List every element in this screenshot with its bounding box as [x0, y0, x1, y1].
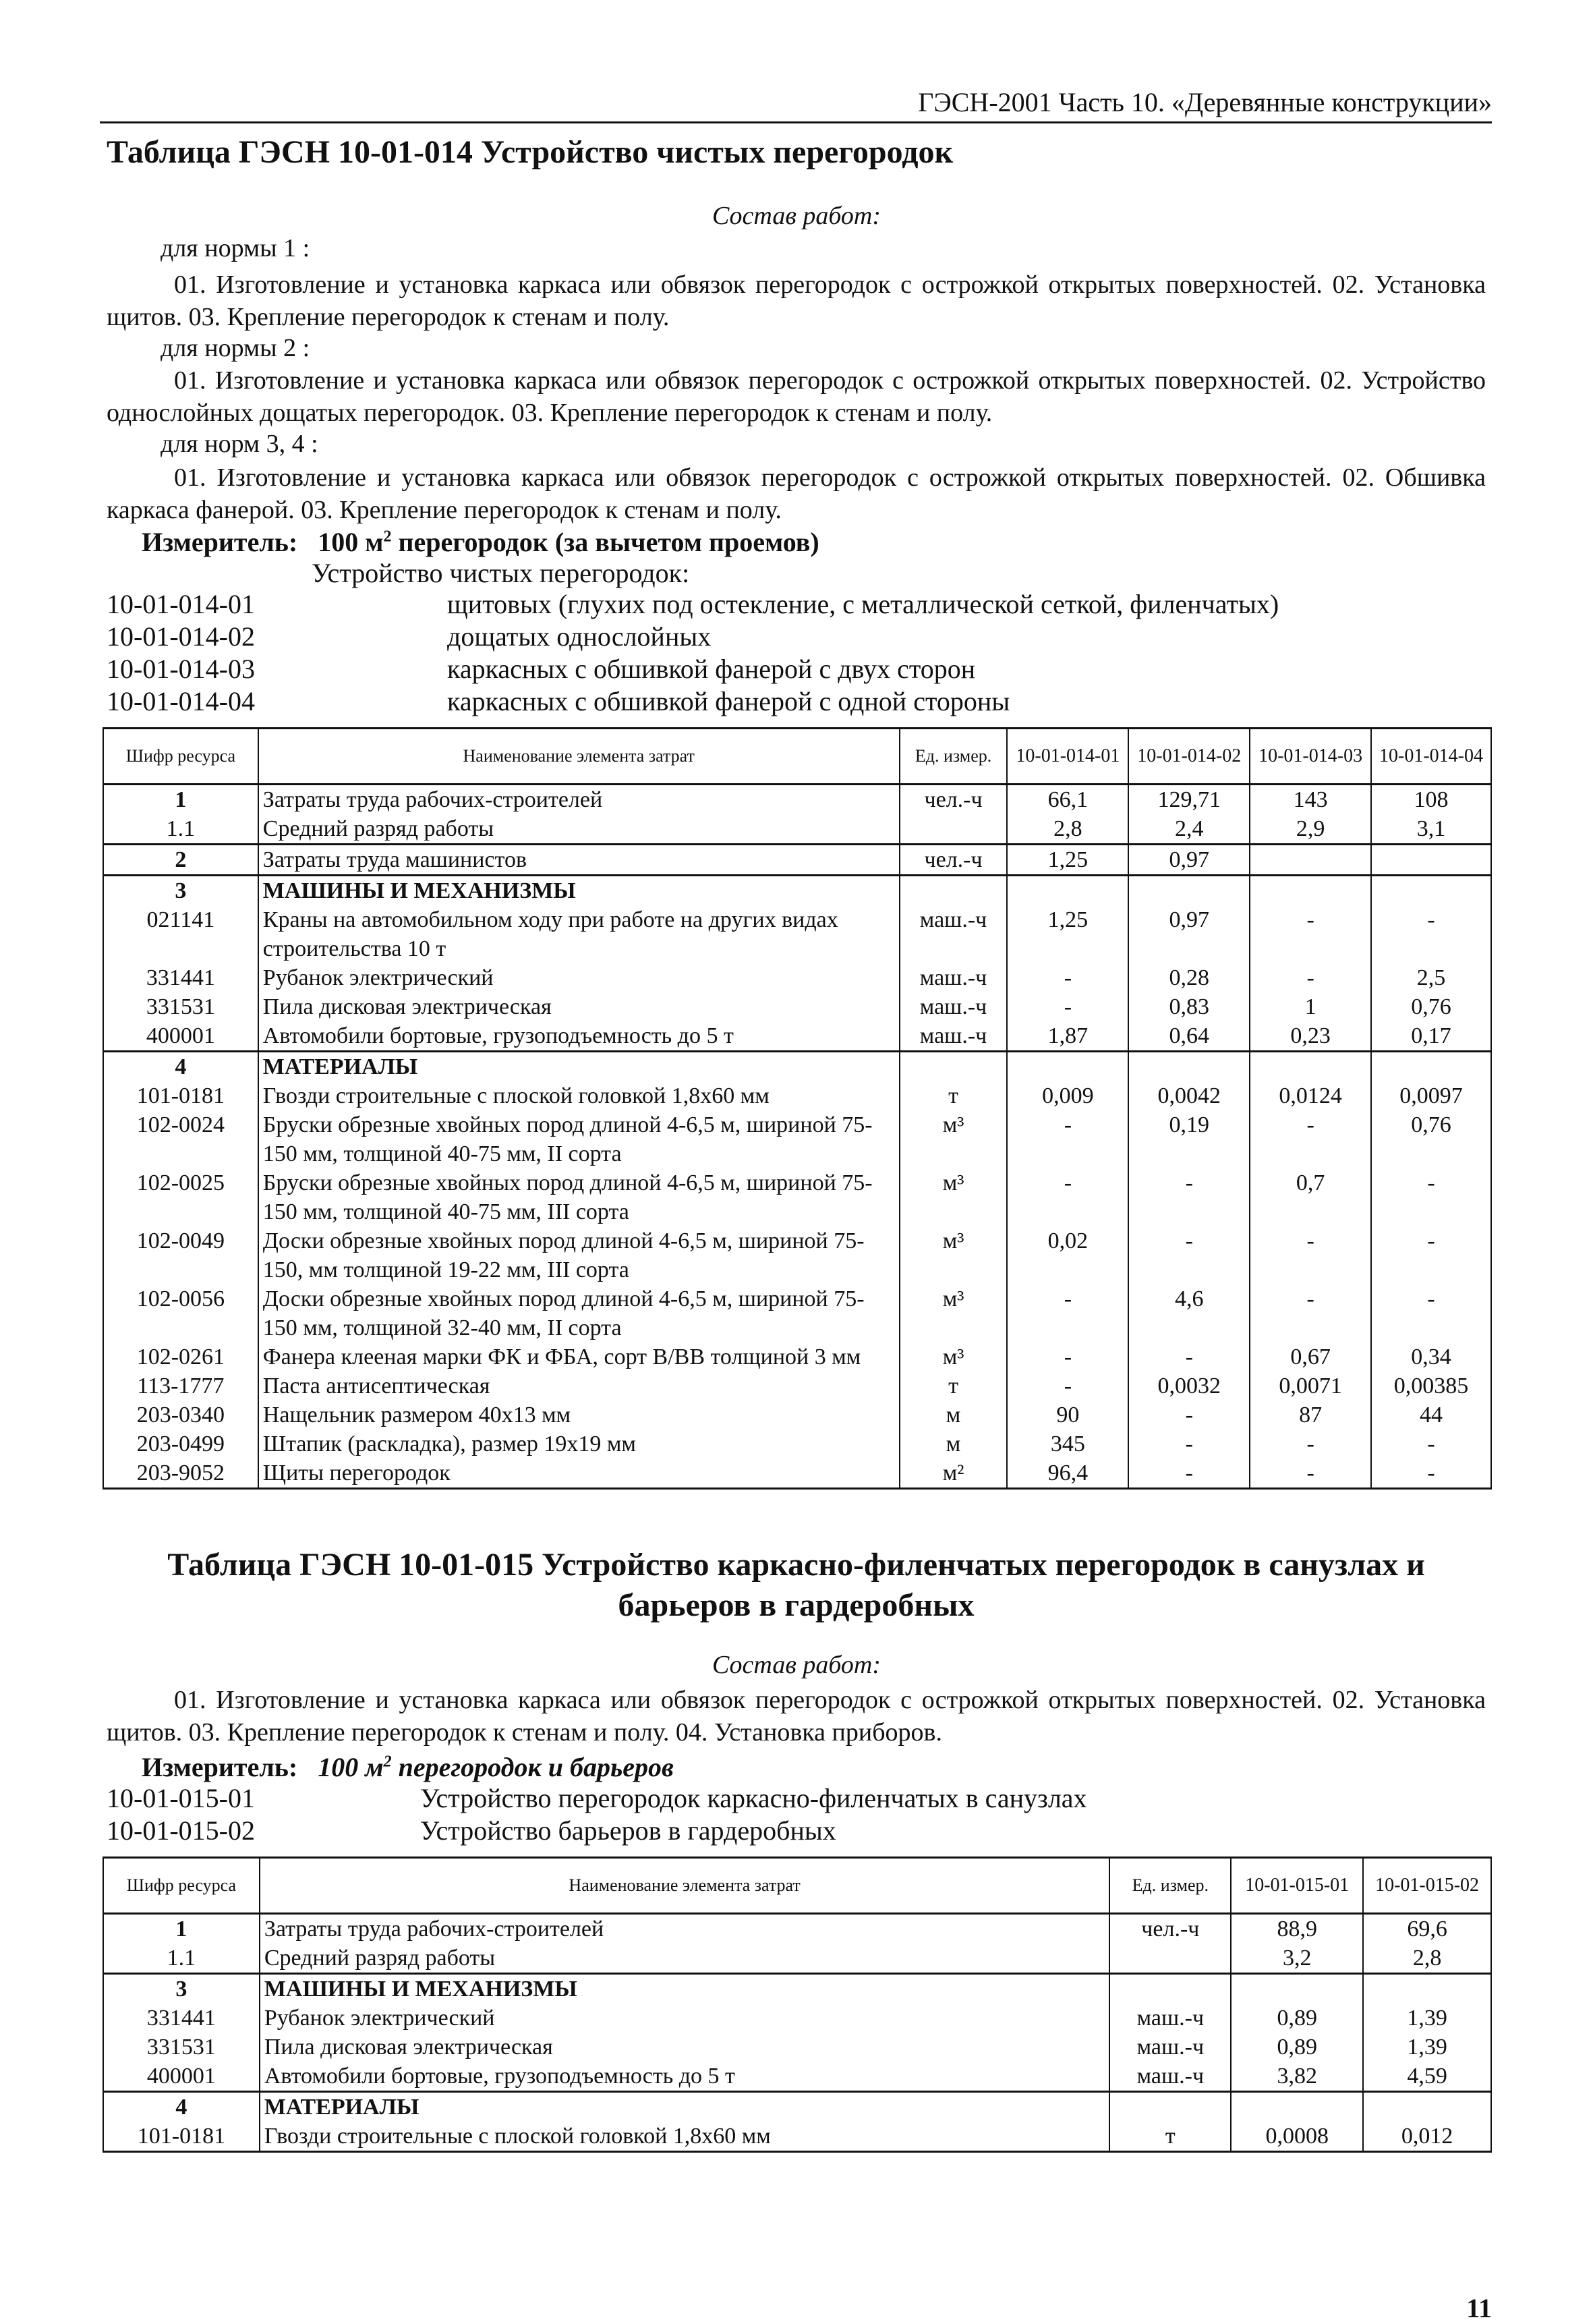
norm2-label: для нормы 2 : [161, 334, 310, 362]
cost-element-name: Штапик (раскладка), размер 19x19 мм [258, 1429, 900, 1458]
cost-element-name: Нащельник размером 40x13 мм [258, 1400, 900, 1429]
norm-value: 0,0071 [1250, 1371, 1371, 1400]
table-row [103, 1284, 1491, 1342]
norm-value: 0,89 [1231, 2033, 1363, 2062]
cost-element-name: МАШИНЫ И МЕХАНИЗМЫ [260, 1974, 1110, 2004]
norm-value: 0,19 [1128, 1110, 1250, 1168]
norm-value: 0,67 [1250, 1342, 1371, 1371]
unit [900, 876, 1008, 906]
norm-value: 44 [1371, 1400, 1491, 1429]
norm-value [1363, 1974, 1491, 2004]
norm-value [1371, 1052, 1491, 1082]
norm-description: каркасных с обшивкой фанерой с одной стороны [447, 686, 1010, 716]
unit: маш.-ч [900, 1021, 1008, 1052]
cost-element-name: Гвозди строительные с плоской головкой 1,8x60 мм [260, 2122, 1110, 2152]
norm-value: 0,34 [1371, 1342, 1491, 1371]
norm-value [1250, 876, 1371, 906]
norm-code: 10-01-015-01 [107, 1783, 255, 1813]
norm-value: 0,17 [1371, 1021, 1491, 1052]
norm-code: 10-01-015-02 [107, 1815, 255, 1846]
norm-value: - [1371, 905, 1491, 963]
table-row [103, 2092, 1491, 2122]
norm-value: - [1250, 905, 1371, 963]
norm-value [1231, 2092, 1363, 2122]
norm-value: 0,76 [1371, 992, 1491, 1021]
table1-code-line [107, 685, 1010, 717]
measure-label-2: Измеритель: [142, 1752, 298, 1782]
norm-value: - [1128, 1342, 1250, 1371]
unit: маш.-ч [900, 963, 1008, 992]
cost-element-name: Автомобили бортовые, грузоподъемность до 5 т [260, 2062, 1110, 2092]
norm-value: 0,97 [1128, 845, 1250, 876]
norm-value: 96,4 [1007, 1458, 1128, 1489]
unit: т [900, 1371, 1008, 1400]
resource-code: 203-9052 [103, 1458, 258, 1489]
unit: маш.-ч [1109, 2033, 1231, 2062]
table-row [103, 1400, 1491, 1429]
table-row [103, 2062, 1491, 2092]
norm-value: 1,25 [1007, 845, 1128, 876]
norm-value: - [1007, 1168, 1128, 1226]
norm-value: 2,4 [1128, 814, 1250, 845]
norm-value: 129,71 [1128, 785, 1250, 815]
norm34-label: для норм 3, 4 : [161, 430, 318, 458]
resource-code: 400001 [103, 2062, 260, 2092]
table-row [103, 814, 1491, 845]
unit [900, 1052, 1008, 1082]
norm-value: 87 [1250, 1400, 1371, 1429]
norm-description: дощатых однослойных [447, 621, 712, 652]
norm-value: 1,39 [1363, 2033, 1491, 2062]
resource-code: 331531 [103, 992, 258, 1021]
norm-value: - [1371, 1168, 1491, 1226]
norm-value: 3,82 [1231, 2062, 1363, 2092]
table2-composition-text: 01. Изготовление и установка каркаса или обвязок перегородок с острожкой открытых поверхностей. 02. Установка щитов. 03. Крепление перегородок к стенам и полу. 04. Установка приборов. [107, 1686, 1486, 1747]
table1-measure [142, 526, 819, 558]
resource-code: 021141 [103, 905, 258, 963]
norm-value [1128, 876, 1250, 906]
cost-element-name: Гвозди строительные с плоской головкой 1,8x60 мм [258, 1081, 900, 1110]
norm-value: 1,25 [1007, 905, 1128, 963]
norm34-text: 01. Изготовление и установка каркаса или обвязок перегородок с острожкой открытых поверхностей. 02. Обшивка каркаса фанерой. 03. Крепление перегородок к стенам и полу. [107, 463, 1486, 524]
norm-code: 10-01-014-01 [107, 589, 255, 619]
norm-description: Устройство перегородок каркасно-филенчатых в санузлах [420, 1783, 1087, 1813]
table2-code-line [107, 1782, 1087, 1814]
table-row [103, 1342, 1491, 1371]
unit: т [1109, 2122, 1231, 2152]
unit: маш.-ч [1109, 2004, 1231, 2033]
norm-value: - [1250, 1226, 1371, 1284]
column-header: 10-01-015-01 [1231, 1858, 1363, 1914]
table1-title: Таблица ГЭСН 10-01-014 Устройство чистых перегородок [107, 134, 954, 170]
norm-value [1250, 1052, 1371, 1082]
resource-code: 3 [103, 1974, 260, 2004]
cost-element-name: Затраты труда рабочих-строителей [258, 785, 900, 815]
norm-value: - [1250, 1458, 1371, 1489]
table-row [103, 2122, 1491, 2152]
norm-description: каркасных с обшивкой фанерой с двух сторон [447, 654, 976, 684]
header-rule [100, 121, 1492, 123]
norm-value: - [1371, 1284, 1491, 1342]
norm-value: 0,0097 [1371, 1081, 1491, 1110]
cost-element-name: МАШИНЫ И МЕХАНИЗМЫ [258, 876, 900, 906]
norm-value: - [1128, 1226, 1250, 1284]
norm-value: - [1250, 1284, 1371, 1342]
unit: т [900, 1081, 1008, 1110]
cost-element-name: Щиты перегородок [258, 1458, 900, 1489]
norm-value: 0,02 [1007, 1226, 1128, 1284]
cost-element-name: Рубанок электрический [260, 2004, 1110, 2033]
unit: м³ [900, 1168, 1008, 1226]
column-header: 10-01-015-02 [1363, 1858, 1491, 1914]
cost-element-name: Пила дисковая электрическая [260, 2033, 1110, 2062]
resource-code: 331531 [103, 2033, 260, 2062]
resource-code: 400001 [103, 1021, 258, 1052]
norm-value: 4,59 [1363, 2062, 1491, 2092]
norm-value: - [1371, 1429, 1491, 1458]
norm-value: - [1128, 1458, 1250, 1489]
table-row [103, 1021, 1491, 1052]
norm-value [1007, 876, 1128, 906]
norm-value: 69,6 [1363, 1914, 1491, 1944]
unit [1109, 2092, 1231, 2122]
cost-element-name: Фанера клееная марки ФК и ФБА, сорт В/ВВ толщиной 3 мм [258, 1342, 900, 1371]
norm-value: 345 [1007, 1429, 1128, 1458]
unit: чел.-ч [900, 785, 1008, 815]
unit [900, 814, 1008, 845]
norm-description: Устройство барьеров в гардеробных [420, 1815, 836, 1846]
norm2-text: 01. Изготовление и установка каркаса или обвязок перегородок с острожкой открытых поверхностей. 02. Устройство однослойных дощатых перегородок. 03. Крепление перегородок к стенам и полу. [107, 366, 1486, 427]
norm-value: 88,9 [1231, 1914, 1363, 1944]
column-header: Ед. измер. [900, 729, 1008, 785]
resource-code: 203-0499 [103, 1429, 258, 1458]
norm-code: 10-01-014-04 [107, 686, 255, 716]
measure-label: Измеритель: [142, 527, 298, 557]
table2-title-line1: Таблица ГЭСН 10-01-015 Устройство каркасно-филенчатых перегородок в санузлах и [167, 1547, 1425, 1583]
norm-value: 0,00385 [1371, 1371, 1491, 1400]
table1-code-line [107, 588, 1279, 620]
table-row [103, 1429, 1491, 1458]
norm-value: 0,0124 [1250, 1081, 1371, 1110]
table-row [103, 2004, 1491, 2033]
resource-code: 1.1 [103, 814, 258, 845]
cost-element-name: МАТЕРИАЛЫ [258, 1052, 900, 1082]
norm-value: 2,5 [1371, 963, 1491, 992]
resource-code: 203-0340 [103, 1400, 258, 1429]
column-header: 10-01-014-02 [1128, 729, 1250, 785]
table1-subhead: Устройство чистых перегородок: [312, 558, 690, 588]
unit: чел.-ч [900, 845, 1008, 876]
table-row [103, 992, 1491, 1021]
norm-value [1007, 1052, 1128, 1082]
norm-description: щитовых (глухих под остекление, с металлической сеткой, филенчатых) [447, 589, 1279, 619]
norm-value [1371, 876, 1491, 906]
table-row [103, 1458, 1491, 1489]
unit: м³ [900, 1342, 1008, 1371]
table-row [103, 963, 1491, 992]
resource-code: 331441 [103, 2004, 260, 2033]
norm-value [1250, 845, 1371, 876]
table2-resources [103, 1857, 1492, 2153]
table-row [103, 785, 1491, 815]
unit: м³ [900, 1226, 1008, 1284]
norm-value: 0,012 [1363, 2122, 1491, 2152]
norm-value: - [1007, 1110, 1128, 1168]
norm-value: - [1007, 1342, 1128, 1371]
norm-value: 0,28 [1128, 963, 1250, 992]
cost-element-name: Паста антисептическая [258, 1371, 900, 1400]
norm-value: 0,0032 [1128, 1371, 1250, 1400]
table2-measure [142, 1751, 674, 1783]
norm-value: 4,6 [1128, 1284, 1250, 1342]
cost-element-name: Средний разряд работы [258, 814, 900, 845]
resource-code: 1 [103, 1914, 260, 1944]
column-header: Наименование элемента затрат [258, 729, 900, 785]
table-row [103, 1974, 1491, 2004]
cost-element-name: Автомобили бортовые, грузоподъемность до 5 т [258, 1021, 900, 1052]
norm-value: - [1128, 1429, 1250, 1458]
norm-value: - [1250, 1429, 1371, 1458]
cost-element-name: Доски обрезные хвойных пород длиной 4-6,5 м, шириной 75-150 мм, толщиной 32-40 мм, II сорта [258, 1284, 900, 1342]
norm-value: - [1371, 1226, 1491, 1284]
norm-value: - [1007, 992, 1128, 1021]
norm-value: - [1007, 1284, 1128, 1342]
norm-value: - [1007, 963, 1128, 992]
resource-code: 101-0181 [103, 1081, 258, 1110]
norm-value: 3,1 [1371, 814, 1491, 845]
table1-composition-caption: Состав работ: [712, 202, 881, 230]
unit: чел.-ч [1109, 1914, 1231, 1944]
cost-element-name: Затраты труда машинистов [258, 845, 900, 876]
column-header: Шифр ресурса [103, 1858, 260, 1914]
resource-code: 1.1 [103, 1944, 260, 1974]
norm-value: 143 [1250, 785, 1371, 815]
norm-value: 0,64 [1128, 1021, 1250, 1052]
norm-value [1363, 2092, 1491, 2122]
table-row [103, 2033, 1491, 2062]
cost-element-name: Доски обрезные хвойных пород длиной 4-6,5 м, шириной 75-150, мм толщиной 19-22 мм, III сорта [258, 1226, 900, 1284]
table-row [103, 1052, 1491, 1082]
table2-title [107, 1545, 1486, 1626]
cost-element-name: Краны на автомобильном ходу при работе на других видах строительства 10 т [258, 905, 900, 963]
norm-code: 10-01-014-03 [107, 654, 255, 684]
column-header: Ед. измер. [1109, 1858, 1231, 1914]
column-header: 10-01-014-04 [1371, 729, 1491, 785]
table-row [103, 1168, 1491, 1226]
table-row [103, 1081, 1491, 1110]
norm-value: 0,7 [1250, 1168, 1371, 1226]
table2-composition-caption: Состав работ: [712, 1651, 881, 1679]
unit: маш.-ч [900, 992, 1008, 1021]
unit: м [900, 1400, 1008, 1429]
unit [1109, 1944, 1231, 1974]
resource-code: 1 [103, 785, 258, 815]
cost-element-name: Бруски обрезные хвойных пород длиной 4-6,5 м, шириной 75-150 мм, толщиной 40-75 мм, II сорта [258, 1110, 900, 1168]
norm-value: 0,89 [1231, 2004, 1363, 2033]
table1-code-line [107, 621, 711, 652]
norm-value: 0,23 [1250, 1021, 1371, 1052]
table-row [103, 1110, 1491, 1168]
norm-value: 0,97 [1128, 905, 1250, 963]
norm-value: - [1007, 1371, 1128, 1400]
table2-code-line [107, 1815, 836, 1846]
cost-element-name: МАТЕРИАЛЫ [260, 2092, 1110, 2122]
unit [1109, 1974, 1231, 2004]
resource-code: 101-0181 [103, 2122, 260, 2152]
cost-element-name: Средний разряд работы [260, 1944, 1110, 1974]
norm-value: 66,1 [1007, 785, 1128, 815]
unit: маш.-ч [1109, 2062, 1231, 2092]
column-header: 10-01-014-03 [1250, 729, 1371, 785]
column-header: Наименование элемента затрат [260, 1858, 1110, 1914]
measure-value-2: 100 $м^2$ перегородок и барьеров [318, 1752, 674, 1782]
norm-value: 1,87 [1007, 1021, 1128, 1052]
norm-value: - [1250, 1110, 1371, 1168]
norm-value: 0,76 [1371, 1110, 1491, 1168]
column-header: Шифр ресурса [103, 729, 258, 785]
table-row [103, 876, 1491, 906]
resource-code: 102-0056 [103, 1284, 258, 1342]
norm-value [1231, 1974, 1363, 2004]
norm-value: - [1250, 963, 1371, 992]
norm-value: - [1371, 1458, 1491, 1489]
unit: м³ [900, 1110, 1008, 1168]
cost-element-name: Затраты труда рабочих-строителей [260, 1914, 1110, 1944]
table-row [103, 905, 1491, 963]
cost-element-name: Рубанок электрический [258, 963, 900, 992]
table-row [103, 1371, 1491, 1400]
page-number: 11 [1466, 2293, 1492, 2323]
norm-value: 2,8 [1363, 1944, 1491, 1974]
resource-code: 102-0049 [103, 1226, 258, 1284]
unit: маш.-ч [900, 905, 1008, 963]
table-row [103, 1914, 1491, 1944]
table2-title-line2: барьеров в гардеробных [618, 1587, 975, 1623]
resource-code: 4 [103, 2092, 260, 2122]
resource-code: 113-1777 [103, 1371, 258, 1400]
norm-value: 0,009 [1007, 1081, 1128, 1110]
norm1-label: для нормы 1 : [161, 234, 310, 262]
norm-value: - [1128, 1400, 1250, 1429]
unit: м [900, 1429, 1008, 1458]
norm-value: 2,9 [1250, 814, 1371, 845]
norm-code: 10-01-014-02 [107, 621, 255, 652]
table-row [103, 1944, 1491, 1974]
resource-code: 2 [103, 845, 258, 876]
norm-value: 3,2 [1231, 1944, 1363, 1974]
unit: м³ [900, 1284, 1008, 1342]
norm-value: 108 [1371, 785, 1491, 815]
table-row [103, 1226, 1491, 1284]
table1-resources [103, 727, 1492, 1490]
norm-value: 1 [1250, 992, 1371, 1021]
norm-value: 2,8 [1007, 814, 1128, 845]
norm-value: 0,0042 [1128, 1081, 1250, 1110]
resource-code: 331441 [103, 963, 258, 992]
norm-value: 0,0008 [1231, 2122, 1363, 2152]
norm-value: 1,39 [1363, 2004, 1491, 2033]
norm1-text: 01. Изготовление и установка каркаса или обвязок перегородок с острожкой открытых поверхностей. 02. Установка щитов. 03. Крепление перегородок к стенам и полу. [107, 271, 1486, 331]
cost-element-name: Пила дисковая электрическая [258, 992, 900, 1021]
resource-code: 4 [103, 1052, 258, 1082]
norm-value [1128, 1052, 1250, 1082]
running-header: ГЭСН-2001 Часть 10. «Деревянные конструкции» [918, 87, 1492, 117]
cost-element-name: Бруски обрезные хвойных пород длиной 4-6,5 м, шириной 75-150 мм, толщиной 40-75 мм, III сорта [258, 1168, 900, 1226]
table1-code-line [107, 653, 975, 685]
resource-code: 102-0261 [103, 1342, 258, 1371]
resource-code: 102-0024 [103, 1110, 258, 1168]
norm-value: 0,83 [1128, 992, 1250, 1021]
norm-value: 90 [1007, 1400, 1128, 1429]
unit: м² [900, 1458, 1008, 1489]
measure-value: 100 $м^2$ перегородок (за вычетом проемов) [318, 527, 819, 557]
norm-value: - [1128, 1168, 1250, 1226]
resource-code: 3 [103, 876, 258, 906]
column-header: 10-01-014-01 [1007, 729, 1128, 785]
resource-code: 102-0025 [103, 1168, 258, 1226]
table-row [103, 845, 1491, 876]
norm-value [1371, 845, 1491, 876]
